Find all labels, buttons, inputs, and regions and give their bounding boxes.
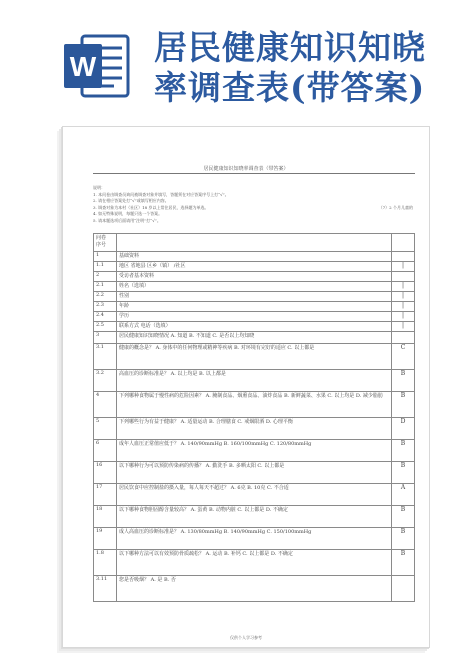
row-answer — [392, 252, 415, 262]
row-number: 19 — [94, 528, 117, 550]
instructions — [93, 185, 413, 225]
page-title-line2: 率调查表(带答案) — [154, 68, 426, 107]
table-row — [94, 332, 415, 344]
header-banner — [0, 0, 474, 110]
instruction-line: 1. 本问卷由调查员询问被调查对象并填写，答题须在对应答案序号上打“√”。 — [93, 191, 229, 197]
row-question: 以下哪种行为可以预防传染病的传播？ A. 勤洗手 B. 多晒太阳 C. 以上都是 — [117, 462, 392, 484]
table-row — [94, 262, 415, 272]
row-number: 5 — [94, 418, 117, 440]
table-row — [94, 292, 415, 302]
row-answer: | — [392, 302, 415, 312]
row-number: 2.3 — [94, 302, 117, 312]
row-question: 成年人血压正常值应低于？ A. 140/90mmHg B. 160/100mmHg C. 120/80mmHg — [117, 440, 392, 462]
row-number: 2 — [94, 272, 117, 282]
table-row — [94, 418, 415, 440]
row-question: 成人高血压的诊断标准是？ A. 130/80mmHg B. 140/90mmHg C. 150/100mmHg — [117, 528, 392, 550]
word-document-icon — [62, 30, 132, 102]
row-question: 下列哪些行为有益于健康？ A. 适量运动 B. 合理膳食 C. 戒烟限酒 D. 心理平衡 — [117, 418, 392, 440]
table-header-row — [94, 234, 415, 252]
row-question: 您是否吸烟？ A. 是 B. 否 — [117, 576, 392, 602]
row-number: 16 — [94, 462, 117, 484]
row-question: 居民健康知识知晓情况 A. 知道 B. 不知道 C. 是否以上均知晓 — [117, 332, 392, 344]
row-answer: B — [392, 392, 415, 418]
row-answer: B — [392, 440, 415, 462]
table-row — [94, 528, 415, 550]
row-question: 以下哪种食物胆固醇含量较高？ A. 蛋黄 B. 动物内脏 C. 以上都是 D. 不确定 — [117, 506, 392, 528]
row-question: 受访者基本资料 — [117, 272, 392, 282]
table-row — [94, 272, 415, 282]
table-row — [94, 370, 415, 392]
row-question: 居民饮食中应控制盐的摄入量，每人每天不超过？ A. 6克 B. 10克 C. 不合适 — [117, 484, 392, 506]
table-row — [94, 550, 415, 576]
row-answer: D — [392, 418, 415, 440]
instruction-line: 3. 调查对象为本村（社区）18 岁以上常住居民，选择题为单选。 — [93, 204, 209, 210]
row-question: 联系方式 电话（选填） — [117, 322, 392, 332]
row-number: 2.1 — [94, 282, 117, 292]
row-answer: B — [392, 550, 415, 576]
row-question: 学历 — [117, 312, 392, 322]
row-question: 姓名（选填） — [117, 282, 392, 292]
row-question: 年龄 — [117, 302, 392, 312]
header-cell-middle — [117, 234, 392, 252]
row-number: 3.11 — [94, 576, 117, 602]
page-title-line1: 居民健康知识知晓 — [154, 28, 426, 67]
row-question: 地区 省地县 区乡（镇） /社区 — [117, 262, 392, 272]
table-row — [94, 462, 415, 484]
row-answer: | — [392, 282, 415, 292]
table-row — [94, 252, 415, 262]
row-number: 3.2 — [94, 370, 117, 392]
document-footer: 仅供个人学习参考 — [230, 635, 262, 640]
questionnaire-table — [93, 233, 415, 602]
row-answer: B — [392, 528, 415, 550]
row-number: 1.8 — [94, 550, 117, 576]
table-row — [94, 506, 415, 528]
row-question: 高血压的诊断标准是？ A. 以上均是 B. 以上都是 — [117, 370, 392, 392]
row-number: 1 — [94, 252, 117, 262]
instruction-line: 说明： — [93, 185, 105, 190]
header-cell-right — [392, 234, 415, 252]
table-row — [94, 282, 415, 292]
row-answer — [392, 576, 415, 602]
word-icon-letter: W — [69, 51, 97, 82]
row-number: 2.2 — [94, 292, 117, 302]
header-cell-left: 问卷 序号 — [94, 234, 117, 252]
instruction-line: 2. 请在相应答案处打“√”或填写相应内容。 — [93, 198, 169, 204]
row-number: 18 — [94, 506, 117, 528]
row-question: 健康的概念是？ A. 身体中的任何物理或精神等疾病 B. 对环境有完好的适应 C. 以上都是 — [117, 344, 392, 370]
table-row — [94, 344, 415, 370]
row-answer — [392, 272, 415, 282]
table-row — [94, 392, 415, 418]
instruction-line: 5. 请本题选项后面请用“注明”打“√”。 — [93, 217, 161, 223]
row-number: 2.4 — [94, 312, 117, 322]
row-answer — [392, 332, 415, 344]
table-row — [94, 322, 415, 332]
row-answer: | — [392, 312, 415, 322]
row-answer: C — [392, 344, 415, 370]
table-row — [94, 302, 415, 312]
document-title: 居民健康知识知晓率调查表（带答案） — [203, 166, 289, 172]
row-answer: | — [392, 322, 415, 332]
table-row — [94, 576, 415, 602]
row-number: 3.1 — [94, 344, 117, 370]
document-page — [62, 126, 430, 648]
table-row — [94, 484, 415, 506]
row-answer: B — [392, 506, 415, 528]
row-number: 1.1 — [94, 262, 117, 272]
title-rule — [93, 173, 415, 174]
row-number: 6 — [94, 440, 117, 462]
row-number: 17 — [94, 484, 117, 506]
row-number: 2.5 — [94, 322, 117, 332]
row-question: 以下哪种方法可以有效预防骨质疏松？ A. 运动 B. 补钙 C. 以上都是 D. 不确定 — [117, 550, 392, 576]
row-number: 4 — [94, 392, 117, 418]
row-question: 性别 — [117, 292, 392, 302]
row-question: 基础资料 — [117, 252, 392, 262]
instruction-line: 4. 如无特殊说明，每题只选一个答案。 — [93, 211, 163, 217]
table-row — [94, 440, 415, 462]
instruction-note-right: （7）2 个月儿童的 — [378, 205, 413, 210]
row-answer: B — [392, 462, 415, 484]
row-number: 3 — [94, 332, 117, 344]
row-answer: A — [392, 484, 415, 506]
row-answer: B — [392, 370, 415, 392]
row-question: 下列哪种食物属于慢性病的危险因素？ A. 腌制食品、烟熏食品、油炸食品 B. 新鲜蔬菜、水果 C. 以上均是 D. 减少脂肪 — [117, 392, 392, 418]
table-row — [94, 312, 415, 322]
row-answer: | — [392, 262, 415, 272]
row-answer: | — [392, 292, 415, 302]
